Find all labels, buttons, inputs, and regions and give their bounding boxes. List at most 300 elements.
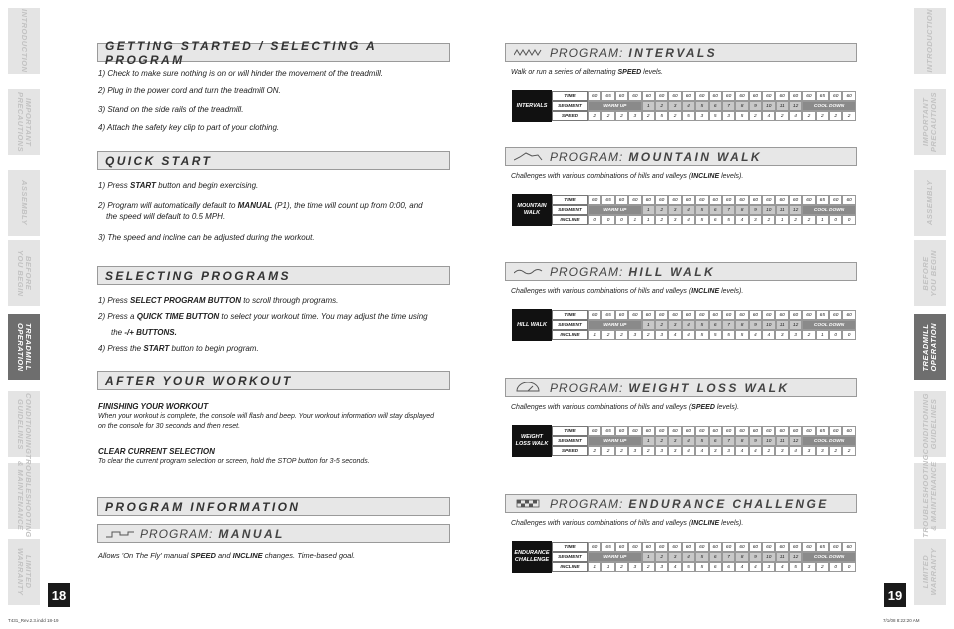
level-cell: 5 <box>789 562 802 572</box>
time-cell: 60 <box>789 195 802 205</box>
level-cell: 1 <box>816 330 829 340</box>
row-label: TIME <box>552 195 588 205</box>
step-text: 2) Plug in the power cord and turn the treadmill ON. <box>98 86 281 95</box>
cool-down-cell: COOL DOWN <box>802 205 856 215</box>
level-cell: 3 <box>775 446 788 456</box>
time-cell: 60 <box>588 542 601 552</box>
segment-cell: 4 <box>682 552 695 562</box>
time-cell: 60 <box>829 542 842 552</box>
level-cell: 2 <box>601 446 614 456</box>
level-cell: 2 <box>642 330 655 340</box>
level-cell: 5 <box>709 111 722 121</box>
time-cell: 60 <box>802 426 815 436</box>
step-text: 4) Attach the safety key clip to part of your clothing. <box>98 123 280 132</box>
segment-cell: 9 <box>749 436 762 446</box>
level-cell: 3 <box>655 562 668 572</box>
section-header-getting-started: GETTING STARTED / SELECTING A PROGRAM <box>97 43 450 62</box>
time-cell: 60 <box>762 195 775 205</box>
segment-cell: 7 <box>722 436 735 446</box>
time-cell: 60 <box>749 91 762 101</box>
time-cell: 60 <box>842 91 855 101</box>
time-cell: 60 <box>735 195 748 205</box>
section-header-selecting-programs: SELECTING PROGRAMS <box>97 266 450 285</box>
level-cell: 2 <box>642 562 655 572</box>
time-cell: 60 <box>775 195 788 205</box>
segment-cell: 10 <box>762 205 775 215</box>
level-cell: 4 <box>789 111 802 121</box>
level-cell: 2 <box>588 446 601 456</box>
segment-cell: 5 <box>695 436 708 446</box>
level-cell: 3 <box>628 111 641 121</box>
level-cell: 0 <box>842 215 855 225</box>
nav-tab-before-you-begin[interactable] <box>8 240 40 306</box>
level-cell: 5 <box>722 215 735 225</box>
segment-cell: 10 <box>762 552 775 562</box>
segment-cell: 4 <box>682 436 695 446</box>
level-cell: 4 <box>668 330 681 340</box>
segment-cell: 8 <box>735 320 748 330</box>
hill-walk-profile-icon <box>514 266 544 277</box>
program-table-weight-loss-walk <box>512 425 850 457</box>
section-header-program-information: PROGRAM INFORMATION <box>97 497 450 516</box>
cool-down-cell: COOL DOWN <box>802 436 856 446</box>
level-cell: 4 <box>775 562 788 572</box>
cool-down-cell: COOL DOWN <box>802 320 856 330</box>
page-number-right: 19 <box>884 583 906 607</box>
time-cell: 60 <box>842 542 855 552</box>
segment-cell: 4 <box>682 320 695 330</box>
time-cell: 60 <box>682 195 695 205</box>
time-cell: 65 <box>816 195 829 205</box>
warm-up-cell: WARM UP <box>588 205 642 215</box>
time-cell: 60 <box>668 542 681 552</box>
segment-cell: 7 <box>722 552 735 562</box>
level-cell: 2 <box>615 562 628 572</box>
level-cell: 3 <box>722 111 735 121</box>
row-label: SEGMENT <box>552 436 588 446</box>
level-cell: 4 <box>749 446 762 456</box>
nav-tab-label: IMPORTANT PRECAUTIONS <box>16 91 33 153</box>
program-header-mountain-walk: PROGRAM: MOUNTAIN WALK <box>505 147 857 166</box>
time-row <box>552 195 856 205</box>
segment-cell: 1 <box>642 101 655 111</box>
program-table-label: INTERVALS <box>512 90 552 122</box>
time-cell: 60 <box>789 91 802 101</box>
program-table-label: HILL WALK <box>512 309 552 341</box>
level-cell: 0 <box>829 215 842 225</box>
level-cell: 3 <box>628 330 641 340</box>
level-cell: 2 <box>802 330 815 340</box>
nav-tab-warranty[interactable] <box>8 539 40 605</box>
time-cell: 60 <box>642 426 655 436</box>
segment-row <box>552 101 856 111</box>
segment-cell: 12 <box>789 101 802 111</box>
segment-cell: 5 <box>695 552 708 562</box>
level-cell: 4 <box>735 215 748 225</box>
time-cell: 60 <box>668 426 681 436</box>
nav-tab-label: BEFORE YOU BEGIN <box>921 249 938 297</box>
segment-cell: 3 <box>668 436 681 446</box>
time-cell: 60 <box>588 310 601 320</box>
time-cell: 60 <box>709 426 722 436</box>
selecting-step-1: 1) Press SELECT PROGRAM BUTTON to scroll through programs. <box>98 296 339 305</box>
time-cell: 60 <box>695 91 708 101</box>
time-cell: 60 <box>615 195 628 205</box>
manual-profile-icon <box>106 529 134 539</box>
segment-cell: 11 <box>776 320 789 330</box>
time-cell: 60 <box>709 310 722 320</box>
row-label: SEGMENT <box>552 101 588 111</box>
segment-cell: 6 <box>709 205 722 215</box>
segment-cell: 2 <box>655 320 668 330</box>
cool-down-cell: COOL DOWN <box>802 552 856 562</box>
time-cell: 60 <box>842 195 855 205</box>
level-cell: 4 <box>668 562 681 572</box>
level-cell: 1 <box>588 562 601 572</box>
time-cell: 60 <box>802 310 815 320</box>
level-cell: 2 <box>842 111 855 121</box>
level-row <box>552 446 856 456</box>
segment-cell: 6 <box>709 552 722 562</box>
level-cell: 3 <box>709 446 722 456</box>
time-cell: 60 <box>642 91 655 101</box>
time-cell: 60 <box>588 91 601 101</box>
segment-cell: 11 <box>776 101 789 111</box>
segment-cell: 9 <box>749 101 762 111</box>
level-cell: 1 <box>601 562 614 572</box>
segment-cell: 5 <box>695 320 708 330</box>
level-cell: 1 <box>588 330 601 340</box>
time-cell: 60 <box>615 542 628 552</box>
time-cell: 60 <box>668 195 681 205</box>
time-cell: 60 <box>682 542 695 552</box>
time-cell: 60 <box>615 310 628 320</box>
time-cell: 60 <box>802 542 815 552</box>
level-cell: 2 <box>615 446 628 456</box>
nav-tab-precautions[interactable] <box>914 89 946 155</box>
time-cell: 60 <box>695 542 708 552</box>
segment-cell: 8 <box>735 552 748 562</box>
level-cell: 3 <box>775 330 788 340</box>
section-header-quick-start: QUICK START <box>97 151 450 170</box>
time-cell: 65 <box>601 91 614 101</box>
level-cell: 2 <box>802 111 815 121</box>
level-cell: 5 <box>695 215 708 225</box>
time-cell: 60 <box>668 310 681 320</box>
time-cell: 60 <box>628 426 641 436</box>
segment-cell: 6 <box>709 320 722 330</box>
level-cell: 5 <box>735 330 748 340</box>
time-cell: 65 <box>601 542 614 552</box>
level-cell: 2 <box>668 111 681 121</box>
level-cell: 0 <box>829 562 842 572</box>
program-table-label: WEIGHT LOSS WALK <box>512 425 552 457</box>
program-header-hill-walk: PROGRAM: HILL WALK <box>505 262 857 281</box>
paragraph-text: on the console for 30 seconds and then reset. <box>98 423 241 430</box>
time-cell: 60 <box>829 310 842 320</box>
time-cell: 60 <box>735 91 748 101</box>
segment-cell: 11 <box>776 205 789 215</box>
time-cell: 60 <box>628 195 641 205</box>
program-header-weight-loss-walk: PROGRAM: WEIGHT LOSS WALK <box>505 378 857 397</box>
row-label: INCLINE <box>552 562 588 572</box>
time-row <box>552 310 856 320</box>
time-cell: 60 <box>762 542 775 552</box>
segment-cell: 4 <box>682 205 695 215</box>
segment-cell: 3 <box>668 552 681 562</box>
level-cell: 2 <box>642 111 655 121</box>
nav-tab-introduction[interactable] <box>914 8 946 74</box>
level-cell: 0 <box>829 330 842 340</box>
time-cell: 60 <box>655 195 668 205</box>
level-cell: 4 <box>682 330 695 340</box>
nav-tab-troubleshooting[interactable] <box>914 454 946 538</box>
time-cell: 60 <box>735 426 748 436</box>
program-table-endurance-challenge <box>512 541 850 573</box>
segment-row <box>552 320 856 330</box>
segment-cell: 12 <box>789 205 802 215</box>
segment-cell: 9 <box>749 552 762 562</box>
time-cell: 60 <box>789 542 802 552</box>
segment-cell: 11 <box>776 436 789 446</box>
time-cell: 60 <box>588 426 601 436</box>
time-cell: 60 <box>642 195 655 205</box>
time-cell: 60 <box>668 91 681 101</box>
warm-up-cell: WARM UP <box>588 320 642 330</box>
level-cell: 4 <box>735 446 748 456</box>
level-cell: 0 <box>842 562 855 572</box>
program-description: Challenges with various combinations of hills and valleys (INCLINE levels). <box>511 288 744 295</box>
time-cell: 60 <box>709 91 722 101</box>
time-cell: 60 <box>829 195 842 205</box>
time-cell: 60 <box>775 426 788 436</box>
segment-cell: 1 <box>642 205 655 215</box>
nav-tab-label: TROUBLESHOOTING & MAINTENANCE <box>921 454 938 538</box>
segment-cell: 5 <box>695 101 708 111</box>
time-cell: 60 <box>829 91 842 101</box>
time-cell: 60 <box>749 542 762 552</box>
manual-description: Allows 'On The Fly' manual SPEED and INCLINE changes. Time-based goal. <box>98 551 356 560</box>
segment-cell: 6 <box>709 436 722 446</box>
row-label: INCLINE <box>552 330 588 340</box>
level-cell: 2 <box>655 215 668 225</box>
time-cell: 65 <box>816 91 829 101</box>
nav-tab-label: IMPORTANT PRECAUTIONS <box>921 91 938 153</box>
nav-tab-label: TREADMILL OPERATION <box>16 322 33 372</box>
program-table-label: MOUNTAIN WALK <box>512 194 552 226</box>
quick-start-step-2-cont: the speed will default to 0.5 MPH. <box>106 212 226 221</box>
nav-tab-before-you-begin[interactable] <box>914 240 946 306</box>
nav-tab-conditioning[interactable] <box>914 391 946 457</box>
time-cell: 60 <box>642 310 655 320</box>
intervals-profile-icon <box>514 47 544 58</box>
level-cell: 2 <box>789 215 802 225</box>
row-label: TIME <box>552 310 588 320</box>
level-cell: 3 <box>762 562 775 572</box>
nav-tab-treadmill-operation[interactable] <box>8 314 40 380</box>
level-cell: 5 <box>682 111 695 121</box>
nav-tab-label: INTRODUCTION <box>925 9 935 73</box>
level-cell: 3 <box>802 562 815 572</box>
time-cell: 60 <box>682 91 695 101</box>
time-cell: 60 <box>588 195 601 205</box>
time-cell: 65 <box>816 426 829 436</box>
time-cell: 60 <box>722 426 735 436</box>
time-cell: 60 <box>762 91 775 101</box>
level-cell: 3 <box>655 330 668 340</box>
level-cell: 0 <box>842 330 855 340</box>
time-cell: 60 <box>628 91 641 101</box>
time-cell: 60 <box>762 310 775 320</box>
program-table-mountain-walk <box>512 194 850 226</box>
level-cell: 5 <box>695 562 708 572</box>
nav-tab-warranty[interactable] <box>914 539 946 605</box>
level-row <box>552 215 856 225</box>
level-cell: 4 <box>749 330 762 340</box>
footer-timestamp: 7/1/08 8:22:20 AM <box>883 618 920 623</box>
level-cell: 6 <box>722 562 735 572</box>
row-label: SPEED <box>552 446 588 456</box>
level-cell: 3 <box>668 215 681 225</box>
nav-tab-conditioning[interactable] <box>8 391 40 457</box>
time-cell: 60 <box>789 426 802 436</box>
row-label: TIME <box>552 542 588 552</box>
level-cell: 2 <box>802 215 815 225</box>
row-label: INCLINE <box>552 215 588 225</box>
time-cell: 60 <box>722 195 735 205</box>
segment-cell: 10 <box>762 101 775 111</box>
warm-up-cell: WARM UP <box>588 101 642 111</box>
nav-tab-label: CONDITIONING GUIDELINES <box>921 393 938 455</box>
time-cell: 60 <box>695 195 708 205</box>
level-cell: 1 <box>816 215 829 225</box>
level-cell: 3 <box>628 562 641 572</box>
time-cell: 60 <box>735 310 748 320</box>
selecting-step-2: 2) Press a QUICK TIME BUTTON to select your workout time. You may adjust the time using <box>98 312 428 321</box>
level-cell: 3 <box>816 446 829 456</box>
level-cell: 6 <box>709 562 722 572</box>
level-cell: 0 <box>615 215 628 225</box>
program-header-intervals: PROGRAM: INTERVALS <box>505 43 857 62</box>
level-cell: 4 <box>762 330 775 340</box>
program-header-endurance-challenge: PROGRAM: ENDURANCE CHALLENGE <box>505 494 857 513</box>
level-cell: 4 <box>789 446 802 456</box>
nav-tab-precautions[interactable] <box>8 89 40 155</box>
time-cell: 60 <box>802 91 815 101</box>
page-number-left: 18 <box>48 583 70 607</box>
time-cell: 65 <box>601 426 614 436</box>
nav-tab-label: TREADMILL OPERATION <box>921 322 938 372</box>
nav-tab-label: TROUBLESHOOTING & MAINTENANCE <box>16 454 33 538</box>
selecting-step-4: 4) Press the START button to begin program. <box>98 344 259 353</box>
level-cell: 2 <box>816 111 829 121</box>
time-cell: 60 <box>709 542 722 552</box>
level-cell: 4 <box>682 215 695 225</box>
subheading-clear-selection: CLEAR CURRENT SELECTION <box>98 447 215 456</box>
step-text: 1) Check to make sure nothing is on or will hinder the movement of the treadmill. <box>98 69 384 78</box>
time-cell: 60 <box>775 542 788 552</box>
segment-cell: 10 <box>762 436 775 446</box>
program-header-manual: PROGRAM: MANUAL <box>97 524 450 543</box>
row-label: TIME <box>552 426 588 436</box>
nav-tab-assembly[interactable] <box>914 170 946 236</box>
quick-start-step-3: 3) The speed and incline can be adjusted during the workout. <box>98 233 315 242</box>
level-cell: 2 <box>588 111 601 121</box>
time-cell: 65 <box>816 542 829 552</box>
segment-cell: 11 <box>776 552 789 562</box>
time-cell: 60 <box>722 91 735 101</box>
time-cell: 60 <box>722 542 735 552</box>
segment-cell: 9 <box>749 205 762 215</box>
segment-cell: 5 <box>695 205 708 215</box>
segment-row <box>552 205 856 215</box>
level-cell: 2 <box>615 111 628 121</box>
segment-cell: 1 <box>642 436 655 446</box>
footer-file-info: T431_Rev.2.3.indd 18-19 <box>8 618 59 623</box>
row-label: SEGMENT <box>552 552 588 562</box>
time-cell: 60 <box>655 542 668 552</box>
nav-tab-label: LIMITED WARRANTY <box>16 548 33 596</box>
program-description: Walk or run a series of alternating SPEED levels. <box>511 69 664 76</box>
nav-tab-label: CONDITIONING GUIDELINES <box>16 393 33 455</box>
level-cell: 0 <box>588 215 601 225</box>
level-cell: 3 <box>802 446 815 456</box>
segment-cell: 6 <box>709 101 722 111</box>
time-cell: 65 <box>816 310 829 320</box>
row-label: SPEED <box>552 111 588 121</box>
level-cell: 2 <box>762 215 775 225</box>
level-row <box>552 562 856 572</box>
cool-down-cell: COOL DOWN <box>802 101 856 111</box>
time-cell: 60 <box>709 195 722 205</box>
segment-cell: 3 <box>668 101 681 111</box>
level-cell: 3 <box>668 446 681 456</box>
nav-tab-label: INTRODUCTION <box>19 9 29 73</box>
level-cell: 4 <box>762 111 775 121</box>
level-cell: 5 <box>709 330 722 340</box>
time-cell: 60 <box>749 426 762 436</box>
level-cell: 3 <box>695 111 708 121</box>
time-cell: 60 <box>628 310 641 320</box>
level-cell: 2 <box>615 330 628 340</box>
segment-cell: 8 <box>735 101 748 111</box>
level-cell: 4 <box>695 446 708 456</box>
program-table-hill-walk <box>512 309 850 341</box>
nav-tab-label: ASSEMBLY <box>19 180 29 226</box>
time-cell: 60 <box>842 310 855 320</box>
time-cell: 60 <box>749 195 762 205</box>
segment-row <box>552 552 856 562</box>
nav-tab-treadmill-operation[interactable] <box>914 314 946 380</box>
program-table-label: ENDURANCE CHALLENGE <box>512 541 552 573</box>
warm-up-cell: WARM UP <box>588 436 642 446</box>
segment-cell: 2 <box>655 205 668 215</box>
nav-tab-label: LIMITED WARRANTY <box>921 548 938 596</box>
segment-cell: 7 <box>722 320 735 330</box>
segment-cell: 8 <box>735 205 748 215</box>
level-cell: 6 <box>709 215 722 225</box>
nav-tab-introduction[interactable] <box>8 8 40 74</box>
level-cell: 2 <box>749 111 762 121</box>
nav-tab-assembly[interactable] <box>8 170 40 236</box>
time-cell: 60 <box>829 426 842 436</box>
warm-up-cell: WARM UP <box>588 552 642 562</box>
segment-row <box>552 436 856 446</box>
time-cell: 60 <box>682 310 695 320</box>
time-cell: 65 <box>601 310 614 320</box>
level-cell: 2 <box>829 111 842 121</box>
nav-tab-troubleshooting[interactable] <box>8 454 40 538</box>
